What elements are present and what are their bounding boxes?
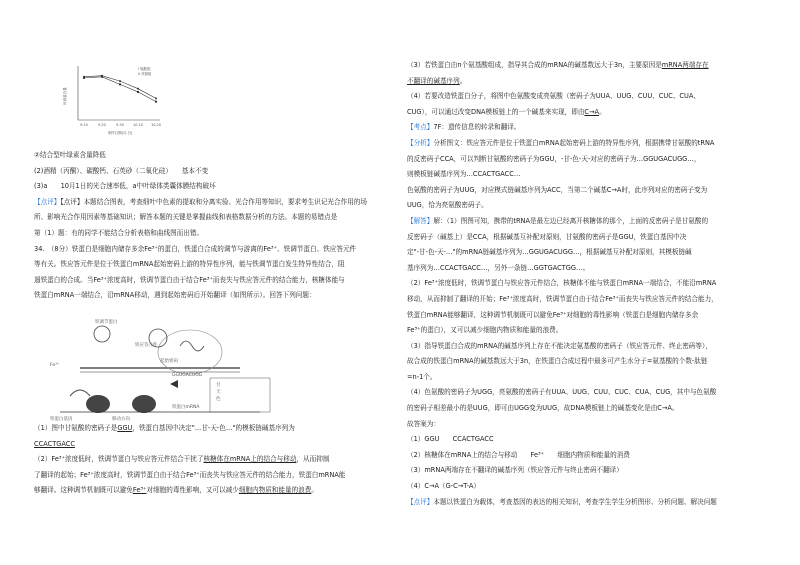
- solution-line: （3）mRNA两端存在不翻译的碱基序列（铁应答元件与终止密码不翻译）: [407, 466, 623, 475]
- kaodian-line: 【考点】7F：遗传信息的转录和翻译。: [407, 123, 521, 132]
- legend-entry: i 施肥组: [138, 67, 151, 71]
- analysis-line: 色氨酸的密码子为UUG，对应模式链碱基序列为ACC，当第二个碱基C→A时，此序列对应的密码子变为: [407, 185, 708, 194]
- solution-line: 移动，从而抑制了翻译的开始；Fe³⁺浓度高时，铁调节蛋白由于结合Fe³⁺而丧失与铁应答元件的结合能力，: [407, 294, 718, 303]
- fig-label-4: 色: [216, 397, 221, 402]
- solution-line: 的密码子相差最小的是UUG，即可由UGG变为UUG，故DNA模板链上的碱基变化是由C→A。: [407, 404, 679, 413]
- solution-line: 反密码子（碱基上）是CCA，根据碱基互补配对原则，甘氨酸的密码子是GGU，铁蛋白基因中决: [407, 232, 687, 241]
- comment-line-2: 所、影响光合作用因素等基础知识；解答本题的关键是掌握曲线和表格数据分析的方法。本题的易错点是: [34, 213, 338, 222]
- y-axis-label: 叶绿素含量: [63, 87, 67, 105]
- solution-line: （4）C→A（G-C→T-A）: [407, 482, 480, 491]
- solution-line: Fe³⁺的蛋白），又可以减少细胞内物质和能量的浪费。: [407, 326, 563, 335]
- solution-line: （3）指导铁蛋白合成的mRNA的碱基序列上存在不能决定氨基酸的密码子（铁应答元件、终止密码等），: [407, 341, 712, 350]
- q3-line: （3）若铁蛋白由n个氨基酸组成，指导其合成的mRNA的碱基数远大于3n，主要原因是mRNA两端存在: [407, 61, 709, 69]
- answer-line-2: (2)酒精（丙酮）、碳酸钙、石英砂（二氧化硅） 基本不变: [34, 166, 209, 175]
- solution-line: 铁蛋白mRNA能够翻译，这种调节机制既可以避免Fe³⁺对细胞的毒性影响（铁蛋白是细胞内储存多余: [407, 310, 699, 319]
- fig-label-1: 铁应答元件: [135, 343, 158, 348]
- analysis-line: 的反密码子CCA，可以判断甘氨酸的密码子为GGU，-甘-色-天-对应的密码子为…GGUGACUGG…，: [407, 154, 701, 163]
- q34-line-2: 等有关。铁应答元件是位于铁蛋白mRNA起始密码上游的特异性序列，能与铁调节蛋白发生特异性结合，阻: [34, 260, 345, 269]
- q4-line: （4）若要改造铁蛋白分子，将图中色氨酸变成亮氨酸（密码子为UUA、UUG、CUU、CUC、CUA、: [407, 92, 700, 101]
- fig-label-6: 起始密码: [160, 359, 178, 364]
- x-tick-label: 9.20: [98, 123, 106, 127]
- x-tick-label: 10.10: [132, 123, 144, 127]
- analysis-line: 则模板链碱基序列为…CCACTGACC…: [407, 170, 521, 179]
- q34-sub2-l3: 够翻译。这种调节机制既可以避免Fe³⁺对细胞的毒性影响，又可以减少细胞内物质和能量的浪费。: [34, 486, 318, 495]
- x-tick-label: 10.20: [150, 123, 162, 127]
- fig-label-5: GGUGACUGG: [172, 373, 203, 378]
- q3-line-2: 不翻译的碱基序列。: [407, 76, 467, 85]
- fig-label-7: 铁蛋白mRNA: [172, 405, 200, 410]
- legend-entry: ii 对照组: [138, 72, 152, 76]
- q34-line-3: 遏铁蛋白的合成。当Fe³⁺浓度高时，铁调节蛋白由于结合Fe³⁺而丧失与铁应答元件的结合能力，核糖体能与: [34, 275, 345, 284]
- q34-sub1-answer2: CCACTGACC: [34, 439, 75, 448]
- q34-line-1: 34. （8分）铁蛋白是细胞内储存多余Fe³⁺的蛋白，铁蛋白合成的调节与游离的Fe³⁺、铁调节蛋白、铁应答元件: [34, 244, 357, 253]
- fig-label-2: 甘: [216, 383, 221, 388]
- comment-line-1: 【点评】【点评】本题结合图表，考查细叶中色素的提取和分离实验、光合作用等知识，要求考生识记光合作用的场: [34, 197, 367, 206]
- fig-label-8: 铁蛋白基因: [50, 417, 73, 422]
- solution-line: （2）核糖体在mRNA上的结合与移动 Fe³⁺ 细胞内物质和能量的消费: [407, 450, 630, 459]
- analysis-line: UUG，恰为亮氨酸密码子。: [407, 201, 488, 210]
- jieda-line: 【解答】解：（1）图图可知，携带的tRNA是最左边已经离开核糖体的那个，上面的反密码子是甘氨酸的: [407, 216, 709, 225]
- right-column: [407, 0, 777, 510]
- solution-line: （2）Fe³⁺浓度低时，铁调节蛋白与铁应答元件结合，核糖体不能与铁蛋白mRNA一端结合，不能沿mRNA: [407, 279, 717, 288]
- solution-line: 定"-甘-色-天-…"的mRNA链碱基序列为…GGUGACUGG…，根据碱基互补配对原则，其模板链碱: [407, 248, 692, 257]
- solution-line: 故合成的铁蛋白mRNA的碱基数远大于3n，在铁蛋白合成过程中最多可产生水分子=氨基酸的个数-肽链: [407, 357, 708, 366]
- q4-line-2: CUG），可以通过改变DNA模板链上的一个碱基来实现，即由C→A。: [407, 107, 606, 116]
- fig-label-0: 铁调节蛋白: [95, 320, 118, 325]
- solution-line: （1）GGU CCACTGACC: [407, 435, 494, 444]
- q34-line-4: 铁蛋白mRNA一端结合，沿mRNA移动，遇到起始密码后开始翻译（如图所示）。回答下列问题：: [34, 291, 316, 300]
- solution-line: 故答案为：: [407, 419, 440, 428]
- answer-line-3: (3)a 10月1日的光合速率低，a中叶绿体类囊体膜结构破坏: [34, 182, 216, 191]
- left-column: [34, 0, 394, 499]
- fig-label-3: 天: [216, 390, 221, 395]
- dianping-line: 【点评】本题以铁蛋白为载体，考查基因的表达的相关知识，考查学生学生分析图形、分析问题、解决问题: [407, 497, 717, 506]
- comment-line-3: 第（1）题：有的同学不能结合分析表格和曲线图而出错。: [34, 228, 204, 237]
- answer-line-1: ②结合型叶绿素含量降低: [34, 151, 106, 159]
- q34-sub2-l1: （2）Fe³⁺浓度低时，铁调节蛋白与铁应答元件结合干扰了核糖体在mRNA上的结合与移动，从而抑制: [34, 455, 330, 464]
- x-tick-label: 9.10: [80, 123, 88, 127]
- fig-label-10: 移动方向: [112, 417, 130, 422]
- translation-figure: [40, 316, 280, 422]
- fenxi-line: 【分析】分析图文：铁应答元件是位于铁蛋白mRNA起始密码上游的特异性序列，根据携带甘氨酸的tRNA: [407, 138, 715, 147]
- q34-sub1: （1）图中甘氨酸的密码子是GGU，铁蛋白基因中决定"…甘-天-色…"的模板链碱基序列为: [34, 423, 295, 432]
- solution-line: 基序列为…CCACTGACC…，另外一条链…GGTGACTGG…。: [407, 263, 590, 272]
- solution-line: =n-1个。: [407, 372, 437, 381]
- x-axis-label: 采样日期(月.日): [107, 131, 133, 135]
- fig-label-9: Fe³⁺: [50, 363, 60, 368]
- x-tick-label: 9.30: [116, 123, 124, 127]
- q34-sub2-l2: 了翻译的起始；Fe³⁺浓度高时，铁调节蛋白由于结合Fe³⁺而丧失与铁应答元件的结合能力，铁蛋白mRNA能: [34, 470, 346, 479]
- solution-line: （4）色氨酸的密码子为UGG，亮氨酸的密码子有UUA、UUG、CUU、CUC、CUA、CUG，其中与色氨酸: [407, 388, 717, 397]
